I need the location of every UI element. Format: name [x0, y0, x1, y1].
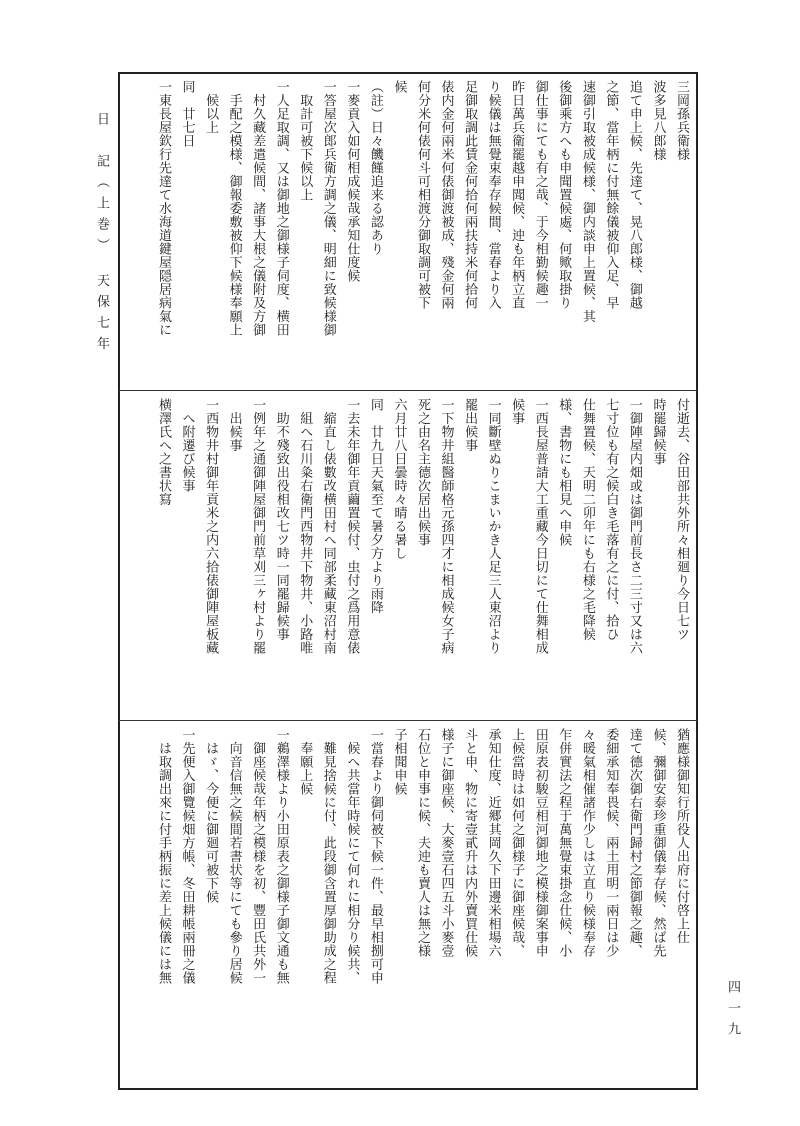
text-column: 速御引取被成候様、御内談申上置候、其 — [579, 80, 595, 323]
text-column: 子相聞申候 — [391, 728, 407, 796]
text-column: 一西長屋普請大工重藏今日切にて仕舞相成 — [532, 398, 548, 655]
text-column: 取計可被下候以上 — [297, 80, 313, 202]
text-column: 縮直し俵數改横田村へ同部柔藏東沼村南 — [320, 398, 336, 655]
text-column: は取調出來に付手柄振に差上候儀には無 — [155, 728, 171, 985]
text-column: 上候當時は如何之御様子に御座候哉、 — [509, 728, 525, 958]
text-column: 一同斷壁ぬりこまいかき人足三人東沼より — [485, 398, 501, 655]
text-column: 一例年之通御陣屋御門前草刈三ヶ村より罷 — [250, 398, 266, 655]
section-divider-1 — [118, 390, 698, 391]
text-column: 手配之模様、御報委敷被仰下候様奉願上 — [226, 80, 242, 337]
text-column: 足御取調此賃金何拾何兩扶持米何拾何 — [462, 80, 478, 310]
text-column: 助不殘致出役相改七ツ時一同罷歸候事 — [273, 398, 289, 641]
text-column: 一當春より御伺被下候一件、最早相捌可申 — [367, 728, 383, 985]
text-column: 一答屋次郎兵衛方調之儀、明細に致候様御 — [320, 80, 336, 337]
text-column: 俵内金何兩米何俵御渡被成、殘金何兩 — [438, 80, 454, 310]
text-column: 向音信無之候間若書状等にても參り居候 — [226, 728, 242, 985]
text-column: 一鵜澤様より小田原表之御様子御文通も無 — [273, 728, 289, 985]
text-column: 死之由名主德次居出候事 — [414, 398, 430, 547]
text-column: 同 廿九日天氣至て暑夕方より雨降 — [367, 398, 383, 614]
text-column: 出候事 — [226, 398, 242, 452]
text-column: 難見捨候に付、此段御含置厚御助成之程 — [320, 728, 336, 985]
text-band-top — [126, 80, 690, 380]
text-column: 組へ石川粂右衛門西物井下物井、小路唯 — [297, 398, 313, 655]
text-column: 猶應様御知行所役人出府に付啓上仕 — [674, 728, 689, 944]
text-column: 三岡孫兵衛様 — [674, 80, 689, 161]
text-column: 委細承知奉畏候、兩土用明一兩日は少 — [603, 728, 619, 958]
text-column: 同 廿七日 — [179, 80, 195, 148]
text-column: 一下物井組醫師格元孫四才に相成候女子病 — [438, 398, 454, 655]
section-divider-2 — [118, 720, 698, 721]
text-column: り候儀は無覺束奉存候間、當春より入 — [485, 80, 501, 310]
text-column: 一人足取調、又は御地之御様子伺度、横田 — [273, 80, 289, 337]
text-column: 石位と申事に候、夫迚も賣人は無之様 — [414, 728, 430, 958]
text-column: 候 — [391, 80, 407, 94]
text-column: 田原表初駿豆相河御地之模様御案事申 — [532, 728, 548, 958]
text-column: 々暖氣相催諸作少しは立直り候様奉存 — [579, 728, 595, 958]
text-band-bottom — [126, 728, 690, 1082]
text-column: 村久藏差遣候間、諸事大根之儀附及方御 — [250, 80, 266, 337]
text-column: 乍併實法之程于萬無覺束掛念仕候、小 — [556, 728, 572, 958]
text-column: 一先便入御覽候畑方帳、冬田耕帳兩冊之儀 — [179, 728, 195, 985]
text-column: 候以上 — [203, 80, 219, 134]
text-column: 一御陣屋内畑或は御門前長さ二三寸又は六 — [626, 398, 642, 655]
text-column: 奉願上候 — [297, 728, 313, 796]
page-number: 四一九 — [725, 980, 740, 1043]
text-column: 横澤氏へ之書状寫 — [155, 398, 171, 506]
text-column: 承知仕度、近郷其岡久下田邊米相場六 — [485, 728, 501, 958]
text-column: 御座候哉年柄之模様を初、豐田氏共外一 — [250, 728, 266, 985]
text-column: 候へ共當年時候にて何れに相分り候共、 — [344, 728, 360, 985]
text-column: （註）日々饑饉追来る認あり — [367, 80, 383, 256]
text-column: 波多見八郎様 — [650, 80, 666, 161]
text-column: 六月廿八日曇時々晴る暑し — [391, 398, 407, 560]
text-column: 御仕事にても有之哉、于今相勤候趣一 — [532, 80, 548, 310]
text-column: 一去未年御年貢繭置候付、虫付之爲用意俵 — [344, 398, 360, 655]
text-column: はゞ、今便に御廻可被下候 — [203, 728, 219, 904]
text-column: 達て德次御右衛門歸村之節御報之趣、 — [626, 728, 642, 958]
text-column: へ附遷び候事 — [179, 398, 195, 493]
text-column: 付逝去、谷田部共外所々相廻り今日七ツ — [674, 398, 689, 641]
text-column: 七寸位も有之候白き毛落有之に付、拾ひ — [603, 398, 619, 641]
text-column: 仕舞置候、天明二卯年にも右様之毛降候 — [579, 398, 595, 641]
running-title: 日 記（上巻） 天保七年 — [94, 112, 109, 358]
text-column: 様、書物にも相見へ申候 — [556, 398, 572, 547]
text-column: 様子に御座候、大麥壹石四五斗小麥壹 — [438, 728, 454, 958]
text-column: 後御乘方へも申聞置候處、何歟取掛り — [556, 80, 572, 310]
text-column: 之節、當年柄に付無餘儀被仰入足、早 — [603, 80, 619, 310]
text-column: 何分米何俵何斗可相渡分御取調可被下 — [414, 80, 430, 310]
text-column: 斗と申、物に寄壹貳升は内外賣買仕候 — [462, 728, 478, 958]
text-column: 時罷歸候事 — [650, 398, 666, 466]
text-column: 候、彌御安泰珍重御儀奉存候、然ば先 — [650, 728, 666, 958]
text-column: 追て申上候、先達て、晃八郎様、御越 — [626, 80, 642, 310]
text-band-middle — [126, 398, 690, 712]
text-column: 昨日萬兵衛罷越申聞候、迚も年柄立直 — [509, 80, 525, 310]
text-column: 候事 — [509, 398, 525, 425]
text-column: 一西物井村御年貢米之内六拾俵御陣屋板藏 — [203, 398, 219, 655]
text-column: 一麥貢入如何相成候哉承知仕度候 — [344, 80, 360, 283]
text-column: 一東長屋欽行先達て水海道鍵屋隠居病氣に — [155, 80, 171, 337]
text-column: 罷出候事 — [462, 398, 478, 452]
